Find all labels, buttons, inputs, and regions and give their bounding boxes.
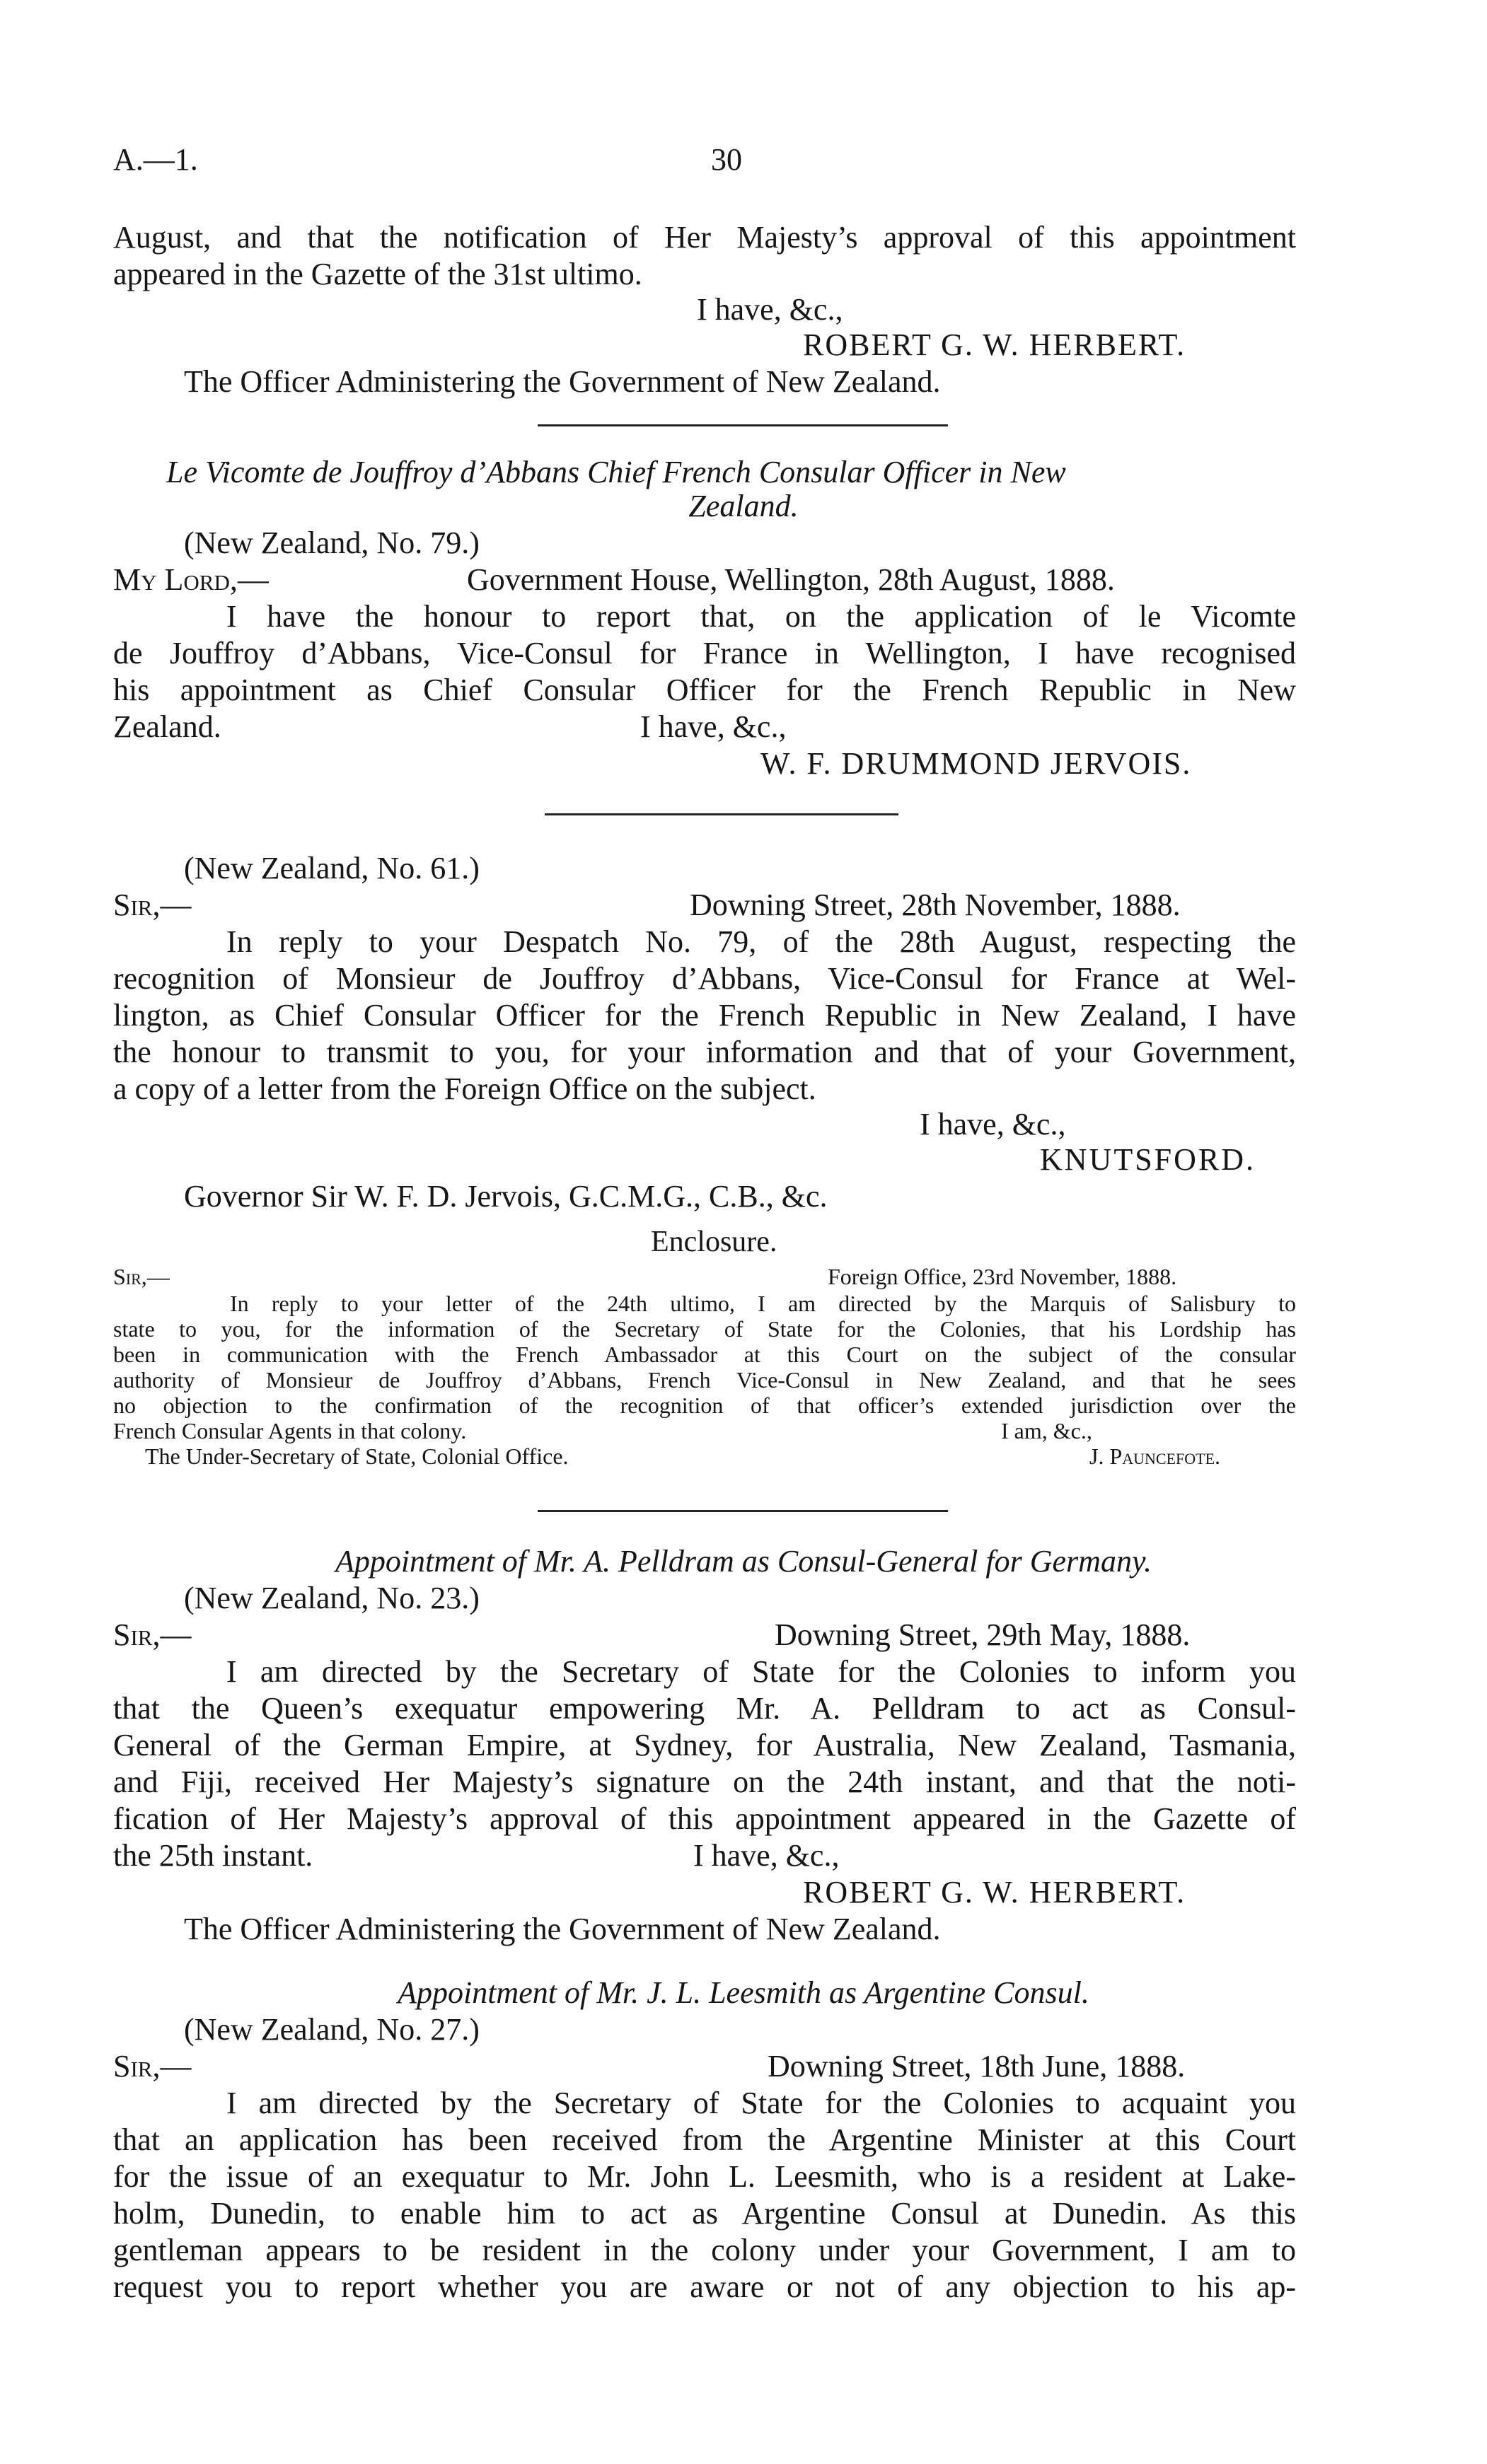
body-line: been in communication with the French Ambassador at this Court on the subject of the consular: [113, 1342, 1296, 1367]
body-line: recognition of Monsieur de Jouffroy d’Abbans, Vice-Consul for France at Wel-: [113, 961, 1296, 996]
body-line: I am directed by the Secretary of State for the Colonies to acquaint you: [226, 2086, 1296, 2120]
signature: ROBERT G. W. HERBERT.: [803, 1875, 1186, 1910]
place-date: Government House, Wellington, 28th August, 1888.: [467, 562, 1115, 597]
body-line: I have the honour to report that, on the application of le Vicomte: [226, 599, 1296, 634]
body-line: In reply to your Despatch No. 79, of the 28th August, respecting the: [226, 924, 1296, 959]
section-title-continued: Zealand.: [688, 489, 799, 523]
closing: I have, &c.,: [693, 1838, 840, 1873]
closing: I have, &c.,: [640, 709, 787, 744]
signature: KNUTSFORD.: [1040, 1142, 1256, 1177]
body-line: gentleman appears to be resident in the colony under your Government, I am to: [113, 2233, 1296, 2267]
addressee: The Officer Administering the Government of New Zealand.: [184, 364, 941, 399]
enclosure-heading: Enclosure.: [651, 1226, 777, 1258]
page-number: 30: [711, 142, 742, 177]
body-line: authority of Monsieur de Jouffroy d’Abbans, French Vice-Consul in New Zealand, and that he sees: [113, 1367, 1296, 1393]
body-line: I am directed by the Secretary of State for the Colonies to inform you: [226, 1654, 1296, 1689]
signature: W. F. DRUMMOND JERVOIS.: [760, 746, 1192, 781]
salutation: Sir,—: [113, 1617, 192, 1652]
body-line: August, and that the notification of Her Majesty’s approval of this appointment: [113, 220, 1296, 255]
body-line: appeared in the Gazette of the 31st ultimo.: [113, 257, 642, 291]
salutation: Sir,—: [113, 888, 192, 922]
body-line: In reply to your letter of the 24th ultimo, I am directed by the Marquis of Salisbury to: [230, 1291, 1296, 1316]
place-date: Downing Street, 29th May, 1888.: [775, 1617, 1191, 1652]
closing: I have, &c.,: [920, 1107, 1066, 1141]
body-line: the honour to transmit to you, for your information and that of your Government,: [113, 1035, 1296, 1069]
section-divider: [545, 813, 898, 815]
salutation: Sir,—: [113, 2049, 192, 2084]
body-line: that the Queen’s exequatur empowering Mr. A. Pelldram to act as Consul-: [113, 1691, 1296, 1726]
body-line: fication of Her Majesty’s approval of this appointment appeared in the Gazette of: [113, 1801, 1296, 1836]
body-line: holm, Dunedin, to enable him to act as Argentine Consul at Dunedin. As this: [113, 2196, 1296, 2231]
despatch-reference: (New Zealand, No. 27.): [184, 2012, 480, 2047]
body-line: lington, as Chief Consular Officer for the French Republic in New Zealand, I have: [113, 998, 1296, 1033]
body-line: and Fiji, received Her Majesty’s signature on the 24th instant, and that the noti-: [113, 1765, 1296, 1799]
body-line: the 25th instant.: [113, 1838, 313, 1873]
section-title: Appointment of Mr. J. L. Leesmith as Argentine Consul.: [398, 1975, 1089, 2010]
section-divider: [538, 1510, 948, 1512]
body-line: de Jouffroy d’Abbans, Vice-Consul for France in Wellington, I have recognised: [113, 636, 1296, 670]
body-line: no objection to the confirmation of the recognition of that officer’s extended jurisdiction over the: [113, 1393, 1296, 1418]
signature: J. Pauncefote.: [1089, 1443, 1221, 1469]
addressee: The Officer Administering the Government of New Zealand.: [184, 1912, 941, 1946]
place-date: Downing Street, 18th June, 1888.: [768, 2049, 1186, 2084]
closing: I have, &c.,: [697, 292, 843, 327]
section-title: Le Vicomte de Jouffroy d’Abbans Chief French Consular Officer in New: [166, 455, 1066, 489]
addressee: The Under-Secretary of State, Colonial Office.: [145, 1443, 569, 1469]
place-date: Foreign Office, 23rd November, 1888.: [828, 1264, 1177, 1289]
signature: ROBERT G. W. HERBERT.: [803, 327, 1186, 362]
salutation: My Lord,—: [113, 562, 269, 597]
body-line: that an application has been received from the Argentine Minister at this Court: [113, 2122, 1296, 2157]
section-divider: [538, 424, 948, 426]
body-line: Zealand.: [113, 709, 221, 744]
body-line: request you to report whether you are aware or not of any objection to his ap-: [113, 2270, 1296, 2304]
body-line: state to you, for the information of the Secretary of State for the Colonies, that his Lordship has: [113, 1316, 1296, 1342]
despatch-reference: (New Zealand, No. 79.): [184, 525, 480, 560]
body-line: his appointment as Chief Consular Officer for the French Republic in New: [113, 673, 1296, 707]
addressee: Governor Sir W. F. D. Jervois, G.C.M.G., C.B., &c.: [184, 1179, 828, 1214]
section-title: Appointment of Mr. A. Pelldram as Consul-General for Germany.: [335, 1544, 1152, 1579]
place-date: Downing Street, 28th November, 1888.: [690, 888, 1181, 922]
body-line: French Consular Agents in that colony.: [113, 1418, 467, 1443]
despatch-reference: (New Zealand, No. 23.): [184, 1581, 480, 1615]
salutation: Sir,—: [113, 1264, 170, 1289]
body-line: a copy of a letter from the Foreign Office on the subject.: [113, 1071, 816, 1106]
closing: I am, &c.,: [1001, 1418, 1092, 1443]
despatch-reference: (New Zealand, No. 61.): [184, 851, 480, 885]
document-reference: A.—1.: [113, 142, 198, 177]
body-line: General of the German Empire, at Sydney, for Australia, New Zealand, Tasmania,: [113, 1728, 1296, 1762]
body-line: for the issue of an exequatur to Mr. John L. Leesmith, who is a resident at Lake-: [113, 2159, 1296, 2194]
